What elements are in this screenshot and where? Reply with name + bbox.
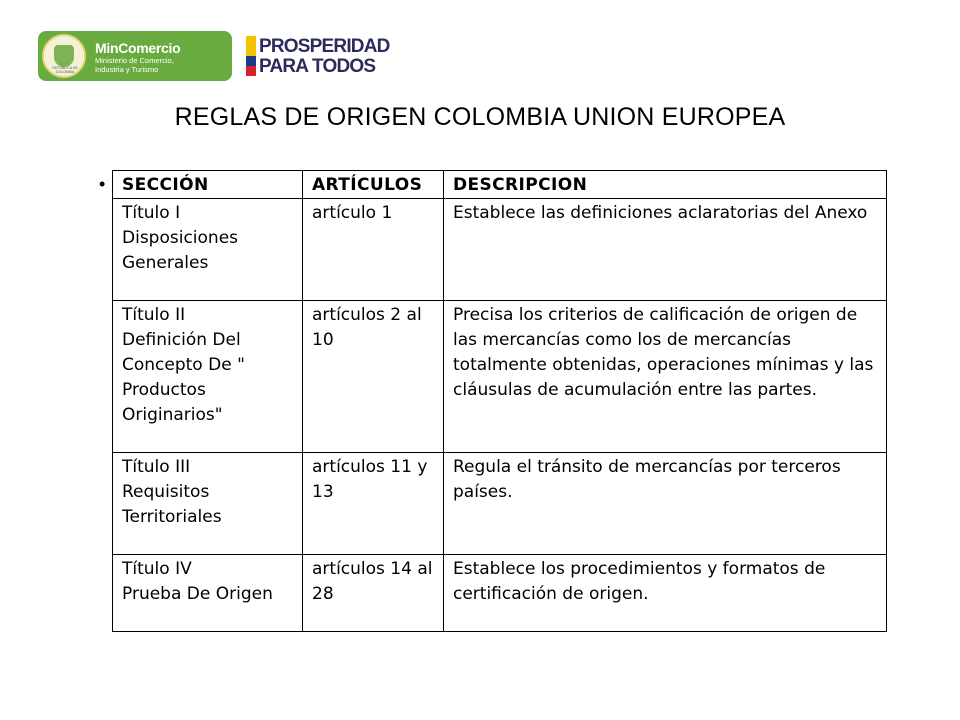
colombia-seal-icon	[42, 34, 86, 78]
cell-articulos: artículos 2 al 10	[303, 301, 444, 453]
mincomercio-subtitle: Ministerio de Comercio, Industria y Turismo	[95, 56, 174, 74]
header	[0, 0, 960, 95]
table-row	[113, 555, 887, 632]
cell-articulos: artículo 1	[303, 199, 444, 301]
mincomercio-name: MinComercio	[95, 40, 181, 56]
cell-descripcion: Establece las definiciones aclaratorias del Anexo	[444, 199, 887, 301]
cell-descripcion: Precisa los criterios de calificación de origen de las mercancías como los de mercancías totalmente obtenidas, operaciones mínimas y las cláusulas de acumulación entre las partes.	[444, 301, 887, 453]
prosperidad-line1: PROSPERIDAD	[259, 36, 390, 57]
cell-seccion: Título IV Prueba De Origen	[113, 555, 303, 632]
table-row	[113, 199, 887, 301]
prosperidad-line2: PARA TODOS	[259, 56, 376, 77]
cell-articulos: artículos 14 al 28	[303, 555, 444, 632]
cell-seccion: Título II Definición Del Concepto De " Productos Originarios"	[113, 301, 303, 453]
cell-articulos: artículos 11 y 13	[303, 453, 444, 555]
table-row	[113, 301, 887, 453]
colombia-flag-icon	[246, 36, 256, 76]
rules-table	[112, 170, 887, 632]
cell-seccion: Título III Requisitos Territoriales	[113, 453, 303, 555]
cell-descripcion: Establece los procedimientos y formatos de certificación de origen.	[444, 555, 887, 632]
header-seccion: SECCIÓN	[113, 171, 303, 199]
page-title: REGLAS DE ORIGEN COLOMBIA UNION EUROPEA	[174, 103, 786, 131]
cell-seccion: Título I Disposiciones Generales	[113, 199, 303, 301]
header-descripcion: DESCRIPCION	[444, 171, 887, 199]
table-header-row	[113, 171, 887, 199]
header-articulos: ARTÍCULOS	[303, 171, 444, 199]
seal-text: REPÚBLICA DE COLOMBIA	[52, 66, 78, 74]
cell-descripcion: Regula el tránsito de mercancías por terceros países.	[444, 453, 887, 555]
bullet-point: •	[99, 174, 106, 194]
table-row	[113, 453, 887, 555]
prosperidad-logo	[246, 36, 411, 78]
mincomercio-logo	[38, 31, 232, 81]
